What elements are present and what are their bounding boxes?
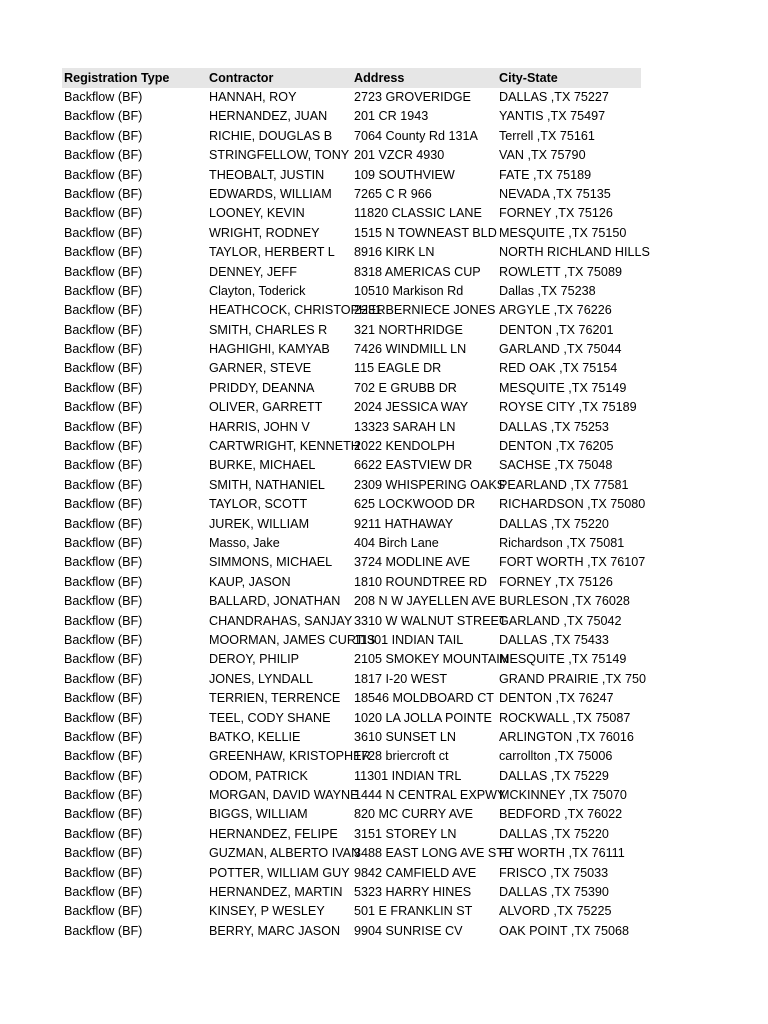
- registration-type-cell: Backflow (BF): [64, 652, 143, 667]
- table-row: [62, 321, 641, 340]
- table-row: [62, 747, 641, 766]
- address-cell: 7064 County Rd 131A: [354, 128, 478, 143]
- registration-type-cell: Backflow (BF): [64, 380, 143, 395]
- table-body: [62, 88, 650, 941]
- registration-type-cell: Backflow (BF): [64, 283, 143, 298]
- table-row: [62, 166, 641, 185]
- city-state-cell: DALLAS ,TX 75220: [499, 826, 609, 841]
- registration-type-cell: Backflow (BF): [64, 477, 143, 492]
- address-cell: 404 Birch Lane: [354, 535, 439, 550]
- city-state-cell: DALLAS ,TX 75227: [499, 90, 609, 104]
- contractor-cell: SMITH, NATHANIEL: [209, 477, 325, 492]
- address-cell: 3724 MODLINE AVE: [354, 555, 470, 570]
- city-state-cell: FRISCO ,TX 75033: [499, 865, 609, 880]
- table-row: [62, 418, 641, 437]
- registration-type-cell: Backflow (BF): [64, 594, 143, 609]
- contractor-cell: GARNER, STEVE: [209, 361, 312, 376]
- contractor-cell: DEROY, PHILIP: [209, 652, 300, 667]
- table-row: [62, 767, 641, 786]
- address-cell: 7265 C R 966: [354, 186, 432, 201]
- table-row: [62, 883, 641, 902]
- table-row: [62, 224, 641, 243]
- registration-type-cell: Backflow (BF): [64, 128, 143, 143]
- registration-type-cell: Backflow (BF): [64, 729, 143, 744]
- city-state-cell: FORNEY ,TX 75126: [499, 206, 613, 221]
- contractor-cell: EDWARDS, WILLIAM: [209, 186, 332, 201]
- registration-type-cell: Backflow (BF): [64, 555, 143, 570]
- table-row: [62, 825, 641, 844]
- registration-type-cell: Backflow (BF): [64, 535, 143, 550]
- registration-type-cell: Backflow (BF): [64, 574, 143, 589]
- address-cell: 1515 N TOWNEAST BLD: [354, 225, 497, 240]
- table-row: [62, 301, 641, 320]
- registration-type-cell: Backflow (BF): [64, 788, 143, 803]
- city-state-cell: NEVADA ,TX 75135: [499, 186, 611, 201]
- address-cell: 115 EAGLE DR: [354, 361, 442, 376]
- registration-type-cell: Backflow (BF): [64, 613, 143, 628]
- table-row: [62, 592, 641, 611]
- address-cell: 321 NORTHRIDGE: [354, 322, 463, 337]
- city-state-cell: FT WORTH ,TX 76111: [499, 846, 625, 861]
- contractor-cell: BIGGS, WILLIAM: [209, 807, 308, 822]
- address-cell: 13323 SARAH LN: [354, 419, 456, 434]
- contractor-cell: HERNANDEZ, MARTIN: [209, 885, 343, 900]
- address-cell: 9842 CAMFIELD AVE: [354, 865, 477, 880]
- table-row: [62, 573, 641, 592]
- city-state-cell: MESQUITE ,TX 75149: [499, 652, 627, 667]
- address-cell: 9904 SUNRISE CV: [354, 923, 463, 938]
- city-state-cell: GRAND PRAIRIE ,TX 750: [499, 671, 646, 686]
- contractor-cell: HEATHCOCK, CHRISTOPHER: [209, 303, 386, 318]
- contractor-cell: SIMMONS, MICHAEL: [209, 555, 333, 570]
- address-cell: 625 LOCKWOOD DR: [354, 497, 476, 512]
- contractor-cell: CARTWRIGHT, KENNETH: [209, 439, 360, 454]
- address-cell: 10510 Markison Rd: [354, 283, 464, 298]
- address-cell: 1810 ROUNDTREE RD: [354, 574, 487, 589]
- city-state-cell: YANTIS ,TX 75497: [499, 109, 606, 124]
- city-state-cell: BEDFORD ,TX 76022: [499, 807, 623, 822]
- header-address: Address: [354, 71, 405, 85]
- registration-type-cell: Backflow (BF): [64, 885, 143, 900]
- city-state-cell: SACHSE ,TX 75048: [499, 458, 613, 473]
- address-cell: 2024 JESSICA WAY: [354, 400, 469, 415]
- contractor-cell: BALLARD, JONATHAN: [209, 594, 341, 609]
- city-state-cell: GARLAND ,TX 75044: [499, 342, 622, 357]
- address-cell: 201 VZCR 4930: [354, 148, 445, 163]
- table-row: [62, 359, 641, 378]
- address-cell: 2309 WHISPERING OAKS: [354, 477, 506, 492]
- city-state-cell: carrollton ,TX 75006: [499, 749, 613, 764]
- address-cell: 2022 KENDOLPH: [354, 439, 455, 454]
- city-state-cell: ROWLETT ,TX 75089: [499, 264, 622, 279]
- city-state-cell: Terrell ,TX 75161: [499, 128, 595, 143]
- table-row: [62, 922, 641, 941]
- address-cell: 201 CR 1943: [354, 109, 429, 124]
- registration-type-cell: Backflow (BF): [64, 904, 143, 919]
- contractor-cell: KAUP, JASON: [209, 574, 291, 589]
- registration-type-cell: Backflow (BF): [64, 186, 143, 201]
- table-row: [62, 515, 641, 534]
- contractor-cell: ODOM, PATRICK: [209, 768, 308, 783]
- address-cell: 820 MC CURRY AVE: [354, 807, 473, 822]
- header-city-state: City-State: [499, 71, 558, 85]
- contractor-cell: OLIVER, GARRETT: [209, 400, 323, 415]
- contractor-cell: GUZMAN, ALBERTO IVAN: [209, 846, 361, 861]
- city-state-cell: ARLINGTON ,TX 76016: [499, 729, 634, 744]
- registration-type-cell: Backflow (BF): [64, 148, 143, 163]
- table-row: [62, 864, 641, 883]
- address-cell: 1728 briercroft ct: [354, 749, 449, 764]
- address-cell: 11301 INDIAN TAIL: [354, 632, 464, 647]
- contractor-cell: MORGAN, DAVID WAYNE: [209, 788, 359, 803]
- contractor-cell: Masso, Jake: [209, 535, 280, 550]
- address-cell: 11301 INDIAN TRL: [354, 768, 462, 783]
- header-contractor: Contractor: [209, 71, 274, 85]
- registration-type-cell: Backflow (BF): [64, 342, 143, 357]
- contractor-cell: RICHIE, DOUGLAS B: [209, 128, 333, 143]
- table-row: [62, 398, 641, 417]
- table-header-row: [62, 68, 641, 88]
- registration-type-cell: Backflow (BF): [64, 225, 143, 240]
- city-state-cell: DENTON ,TX 76201: [499, 322, 614, 337]
- registration-type-cell: Backflow (BF): [64, 923, 143, 938]
- registration-type-cell: Backflow (BF): [64, 439, 143, 454]
- registration-type-cell: Backflow (BF): [64, 710, 143, 725]
- registration-type-cell: Backflow (BF): [64, 516, 143, 531]
- city-state-cell: ROYSE CITY ,TX 75189: [499, 400, 637, 415]
- city-state-cell: Dallas ,TX 75238: [499, 283, 596, 298]
- contractor-cell: HAGHIGHI, KAMYAB: [209, 342, 330, 357]
- address-cell: 3151 STOREY LN: [354, 826, 457, 841]
- address-cell: 501 E FRANKLIN ST: [354, 904, 473, 919]
- registration-type-cell: Backflow (BF): [64, 264, 143, 279]
- registration-type-cell: Backflow (BF): [64, 206, 143, 221]
- registration-type-cell: Backflow (BF): [64, 303, 143, 318]
- address-cell: 6622 EASTVIEW DR: [354, 458, 473, 473]
- contractor-cell: DENNEY, JEFF: [209, 264, 297, 279]
- address-cell: 9211 HATHAWAY: [354, 516, 454, 531]
- table-row: [62, 282, 641, 301]
- contractor-cell: HERNANDEZ, FELIPE: [209, 826, 338, 841]
- table-row: [62, 670, 646, 689]
- address-cell: 208 N W JAYELLEN AVE: [354, 594, 496, 609]
- registration-type-cell: Backflow (BF): [64, 768, 143, 783]
- table-row: [62, 437, 641, 456]
- city-state-cell: MESQUITE ,TX 75150: [499, 225, 627, 240]
- contractor-cell: BURKE, MICHAEL: [209, 458, 316, 473]
- address-cell: 1817 I-20 WEST: [354, 671, 448, 686]
- contractor-cell: TAYLOR, SCOTT: [209, 497, 308, 512]
- contractor-cell: CHANDRAHAS, SANJAY: [209, 613, 353, 628]
- table-row: [62, 902, 641, 921]
- contractor-cell: MOORMAN, JAMES CURTIS: [209, 632, 376, 647]
- city-state-cell: RICHARDSON ,TX 75080: [499, 497, 646, 512]
- registration-table: [62, 68, 650, 941]
- city-state-cell: RED OAK ,TX 75154: [499, 361, 618, 376]
- city-state-cell: FORNEY ,TX 75126: [499, 574, 613, 589]
- table-row: [62, 88, 641, 107]
- city-state-cell: MCKINNEY ,TX 75070: [499, 788, 627, 803]
- table-row: [62, 185, 641, 204]
- city-state-cell: FORT WORTH ,TX 76107: [499, 555, 646, 570]
- address-cell: 3488 EAST LONG AVE STE: [354, 846, 513, 861]
- table-row: [62, 786, 641, 805]
- table-row: [62, 534, 641, 553]
- contractor-cell: LOONEY, KEVIN: [209, 206, 305, 221]
- contractor-cell: TEEL, CODY SHANE: [209, 710, 331, 725]
- contractor-cell: JONES, LYNDALL: [209, 671, 314, 686]
- address-cell: 1020 LA JOLLA POINTE: [354, 710, 492, 725]
- table-row: [62, 127, 641, 146]
- table-row: [62, 340, 641, 359]
- contractor-cell: BATKO, KELLIE: [209, 729, 301, 744]
- registration-type-cell: Backflow (BF): [64, 826, 143, 841]
- registration-type-cell: Backflow (BF): [64, 458, 143, 473]
- city-state-cell: DALLAS ,TX 75220: [499, 516, 609, 531]
- table-row: [62, 243, 650, 262]
- registration-type-cell: Backflow (BF): [64, 322, 143, 337]
- registration-type-cell: Backflow (BF): [64, 361, 143, 376]
- contractor-cell: PRIDDY, DEANNA: [209, 380, 315, 395]
- table-row: [62, 631, 641, 650]
- table-row: [62, 689, 641, 708]
- contractor-cell: TAYLOR, HERBERT L: [209, 245, 335, 260]
- address-cell: 3610 SUNSET LN: [354, 729, 456, 744]
- registration-type-cell: Backflow (BF): [64, 419, 143, 434]
- address-cell: 702 E GRUBB DR: [354, 380, 457, 395]
- city-state-cell: MESQUITE ,TX 75149: [499, 380, 627, 395]
- registration-type-cell: Backflow (BF): [64, 865, 143, 880]
- city-state-cell: ARGYLE ,TX 76226: [499, 303, 612, 318]
- table-row: [62, 476, 641, 495]
- table-row: [62, 263, 641, 282]
- registration-type-cell: Backflow (BF): [64, 167, 143, 182]
- address-cell: 109 SOUTHVIEW: [354, 167, 455, 182]
- table-row: [62, 204, 641, 223]
- table-row: [62, 844, 641, 863]
- address-cell: 2723 GROVERIDGE: [354, 90, 471, 104]
- city-state-cell: Richardson ,TX 75081: [499, 535, 625, 550]
- contractor-cell: STRINGFELLOW, TONY: [209, 148, 350, 163]
- city-state-cell: FATE ,TX 75189: [499, 167, 592, 182]
- city-state-cell: ALVORD ,TX 75225: [499, 904, 612, 919]
- registration-type-cell: Backflow (BF): [64, 400, 143, 415]
- registration-type-cell: Backflow (BF): [64, 671, 143, 686]
- registration-type-cell: Backflow (BF): [64, 109, 143, 124]
- contractor-cell: HARRIS, JOHN V: [209, 419, 310, 434]
- address-cell: 3310 W WALNUT STREET: [354, 613, 507, 628]
- address-cell: 2105 SMOKEY MOUNTAIN: [354, 652, 509, 667]
- table-row: [62, 650, 641, 669]
- contractor-cell: GREENHAW, KRISTOPHER: [209, 749, 371, 764]
- table-row: [62, 495, 646, 514]
- contractor-cell: KINSEY, P WESLEY: [209, 904, 325, 919]
- city-state-cell: GARLAND ,TX 75042: [499, 613, 622, 628]
- contractor-cell: HERNANDEZ, JUAN: [209, 109, 328, 124]
- contractor-cell: POTTER, WILLIAM GUY: [209, 865, 350, 880]
- contractor-cell: TERRIEN, TERRENCE: [209, 691, 341, 706]
- contractor-cell: Clayton, Toderick: [209, 283, 306, 298]
- registration-type-cell: Backflow (BF): [64, 749, 143, 764]
- address-cell: 8916 KIRK LN: [354, 245, 435, 260]
- city-state-cell: DALLAS ,TX 75390: [499, 885, 609, 900]
- registration-type-cell: Backflow (BF): [64, 691, 143, 706]
- registration-type-cell: Backflow (BF): [64, 245, 143, 260]
- city-state-cell: VAN ,TX 75790: [499, 148, 586, 163]
- contractor-cell: WRIGHT, RODNEY: [209, 225, 320, 240]
- header-registration-type: Registration Type: [64, 71, 170, 85]
- table-row: [62, 805, 641, 824]
- table-row: [62, 612, 641, 631]
- city-state-cell: PEARLAND ,TX 77581: [499, 477, 629, 492]
- address-cell: 11820 CLASSIC LANE: [354, 206, 482, 221]
- registration-type-cell: Backflow (BF): [64, 807, 143, 822]
- contractor-cell: HANNAH, ROY: [209, 90, 297, 104]
- city-state-cell: DALLAS ,TX 75229: [499, 768, 609, 783]
- city-state-cell: ROCKWALL ,TX 75087: [499, 710, 631, 725]
- address-cell: 2231 BERNIECE JONES: [354, 303, 496, 318]
- city-state-cell: NORTH RICHLAND HILLS: [499, 245, 650, 260]
- address-cell: 1444 N CENTRAL EXPWY: [354, 788, 506, 803]
- city-state-cell: DALLAS ,TX 75253: [499, 419, 609, 434]
- registration-type-cell: Backflow (BF): [64, 632, 143, 647]
- table-row: [62, 146, 641, 165]
- contractor-cell: JUREK, WILLIAM: [209, 516, 310, 531]
- contractor-cell: SMITH, CHARLES R: [209, 322, 328, 337]
- table-row: [62, 709, 641, 728]
- city-state-cell: DENTON ,TX 76205: [499, 439, 614, 454]
- city-state-cell: DENTON ,TX 76247: [499, 691, 614, 706]
- contractor-cell: THEOBALT, JUSTIN: [209, 167, 325, 182]
- table-row: [62, 553, 646, 572]
- address-cell: 18546 MOLDBOARD CT: [354, 691, 494, 706]
- table-row: [62, 728, 641, 747]
- table-row: [62, 456, 641, 475]
- table-row: [62, 379, 641, 398]
- registration-type-cell: Backflow (BF): [64, 497, 143, 512]
- address-cell: 8318 AMERICAS CUP: [354, 264, 481, 279]
- city-state-cell: DALLAS ,TX 75433: [499, 632, 609, 647]
- contractor-cell: BERRY, MARC JASON: [209, 923, 341, 938]
- city-state-cell: OAK POINT ,TX 75068: [499, 923, 629, 938]
- registration-type-cell: Backflow (BF): [64, 90, 143, 104]
- city-state-cell: BURLESON ,TX 76028: [499, 594, 630, 609]
- address-cell: 5323 HARRY HINES: [354, 885, 472, 900]
- address-cell: 7426 WINDMILL LN: [354, 342, 467, 357]
- registration-type-cell: Backflow (BF): [64, 846, 143, 861]
- table-row: [62, 107, 641, 126]
